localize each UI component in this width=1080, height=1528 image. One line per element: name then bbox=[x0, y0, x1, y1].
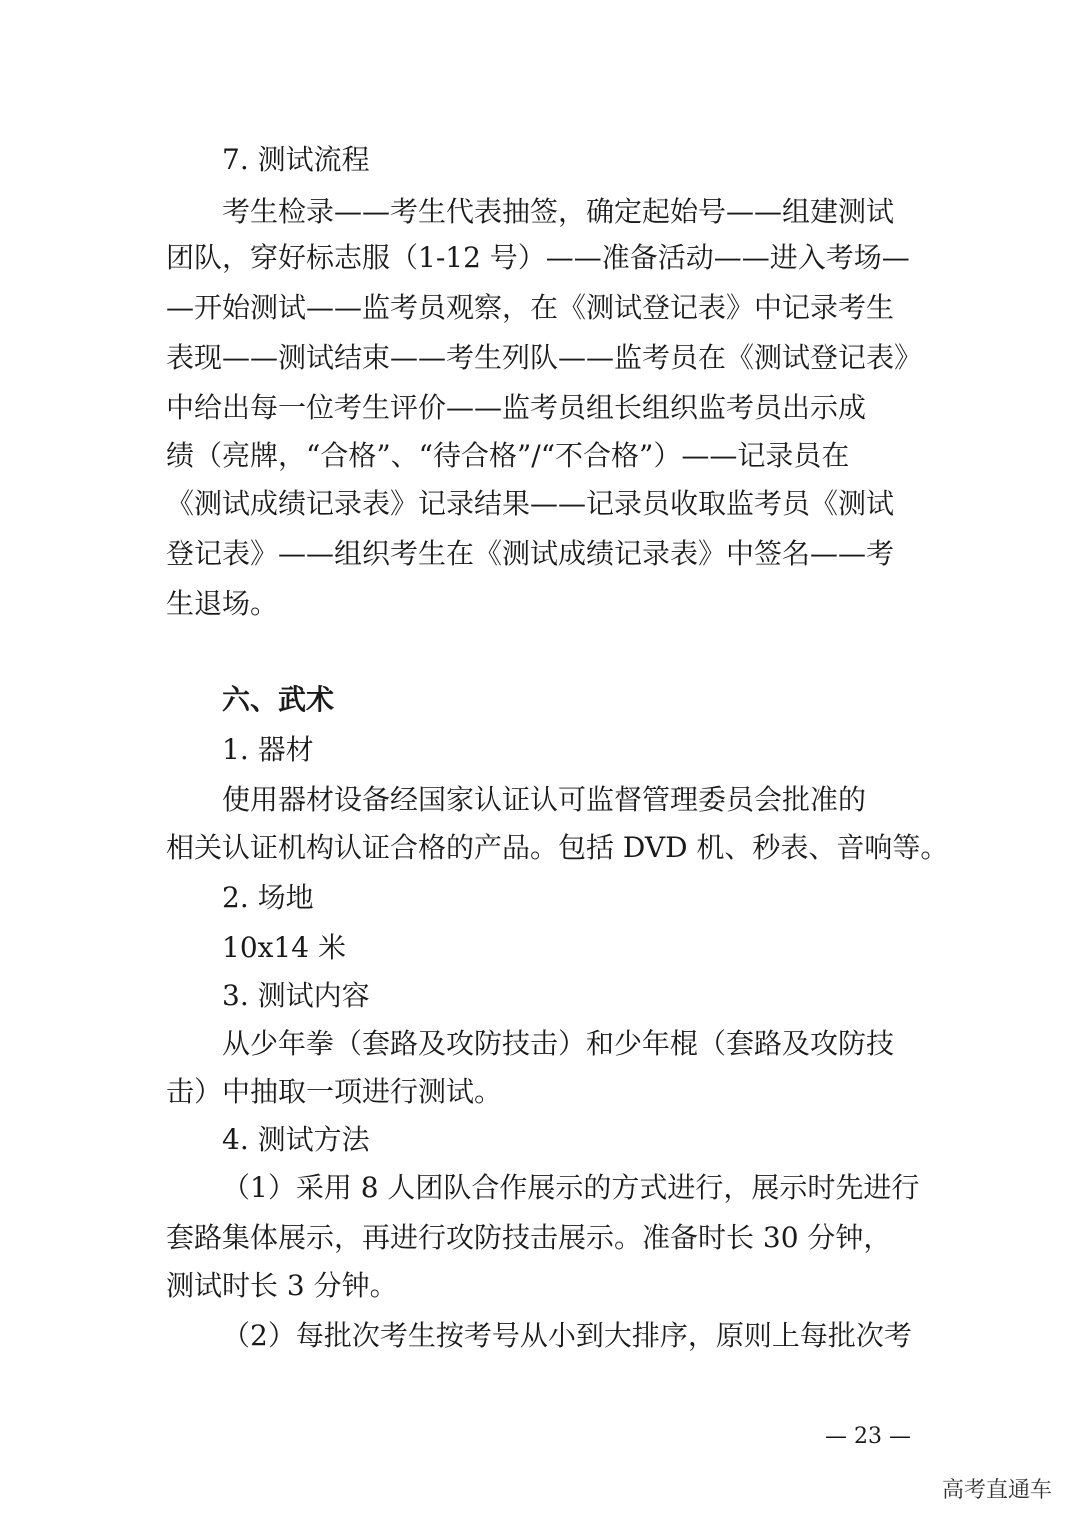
paragraph-line: 登记表》——组织考生在《测试成绩记录表》中签名——考 bbox=[166, 537, 895, 570]
paragraph-line: 生退场。 bbox=[166, 587, 279, 620]
field-size-value: 10x14 米 bbox=[222, 931, 346, 964]
paragraph-line: 测试时长 3 分钟。 bbox=[166, 1269, 398, 1302]
watermark-text: 高考直通车 bbox=[941, 1478, 1052, 1503]
paragraph-line: 相关认证机构认证合格的产品。包括 DVD 机、秒表、音响等。 bbox=[166, 831, 949, 864]
item-1-heading: 1. 器材 bbox=[222, 733, 314, 766]
paragraph-line: 从少年拳（套路及攻防技击）和少年棍（套路及攻防技 bbox=[222, 1027, 895, 1060]
item-3-heading: 3. 测试内容 bbox=[222, 979, 370, 1012]
paragraph-line: 套路集体展示，再进行攻防技击展示。准备时长 30 分钟， bbox=[166, 1221, 892, 1254]
paragraph-line: —开始测试——监考员观察，在《测试登记表》中记录考生 bbox=[166, 291, 895, 324]
paragraph-line: 《测试成绩记录表》记录结果——记录员收取监考员《测试 bbox=[166, 487, 895, 520]
page-number: — 23 — bbox=[825, 1424, 911, 1449]
paragraph-line: （2）每批次考生按考号从小到大排序，原则上每批次考 bbox=[222, 1319, 912, 1352]
paragraph-line: 绩（亮牌，“合格”、“待合格”/“不合格”）——记录员在 bbox=[166, 439, 850, 472]
paragraph-line: 团队，穿好标志服（1-12 号）——准备活动——进入考场— bbox=[166, 241, 910, 274]
paragraph-line: 考生检录——考生代表抽签，确定起始号——组建测试 bbox=[222, 195, 895, 228]
section-title: 六、武术 bbox=[222, 683, 335, 716]
item-4-heading: 4. 测试方法 bbox=[222, 1123, 370, 1156]
paragraph-line: 击）中抽取一项进行测试。 bbox=[166, 1075, 503, 1108]
paragraph-line: 使用器材设备经国家认证认可监督管理委员会批准的 bbox=[222, 783, 867, 816]
paragraph-line: （1）采用 8 人团队合作展示的方式进行，展示时先进行 bbox=[222, 1171, 920, 1204]
paragraph-line: 表现——测试结束——考生列队——监考员在《测试登记表》 bbox=[166, 341, 923, 374]
item-2-heading: 2. 场地 bbox=[222, 881, 314, 914]
paragraph-line: 中给出每一位考生评价——监考员组长组织监考员出示成 bbox=[166, 391, 867, 424]
section-7-heading: 7. 测试流程 bbox=[222, 143, 370, 176]
